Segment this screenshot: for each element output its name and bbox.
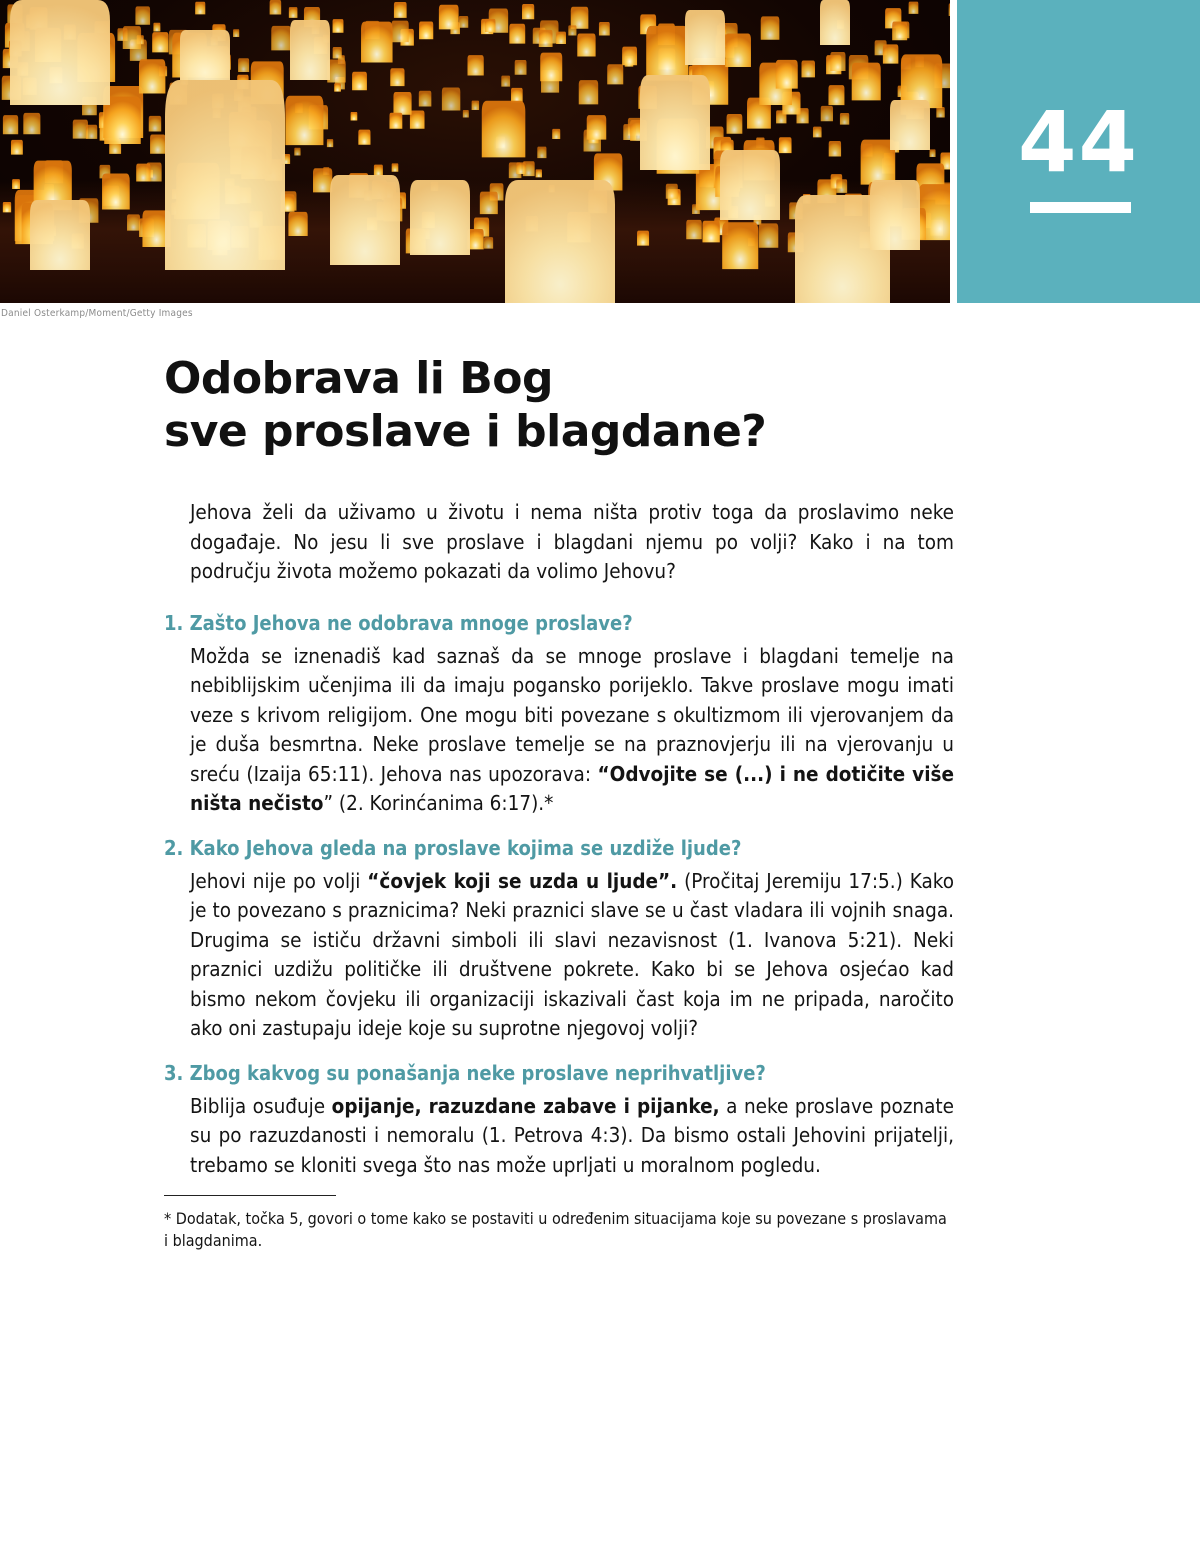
title-line-2: sve proslave i blagdane? <box>164 406 767 457</box>
lantern <box>150 134 165 153</box>
lantern <box>352 72 367 91</box>
lantern <box>459 16 468 28</box>
lantern <box>727 114 743 134</box>
lantern <box>892 21 907 40</box>
lantern <box>3 202 11 212</box>
lantern <box>153 23 160 32</box>
lantern <box>539 30 553 47</box>
lantern <box>505 180 615 303</box>
paragraph-text: Jehovi nije po volji <box>190 868 368 893</box>
question-heading: 3. Zbog kakvog su ponašanja neke proslave neprihvatljive? <box>164 1060 766 1085</box>
lantern <box>139 59 165 93</box>
lantern <box>830 52 845 71</box>
lantern <box>467 55 483 75</box>
lantern <box>801 61 815 78</box>
lantern <box>759 223 779 247</box>
section-1 <box>164 609 954 819</box>
lantern <box>909 2 919 14</box>
lantern <box>890 100 930 150</box>
lantern <box>840 113 849 125</box>
lantern <box>579 80 598 104</box>
lantern <box>509 24 525 44</box>
lantern <box>12 179 20 189</box>
lantern <box>577 34 595 57</box>
lantern <box>640 75 710 170</box>
lantern <box>165 80 285 270</box>
lantern <box>501 76 510 87</box>
lantern <box>829 141 841 156</box>
lantern <box>3 115 18 134</box>
lantern <box>511 88 523 103</box>
lantern <box>289 7 298 18</box>
lantern <box>358 130 370 145</box>
lantern <box>515 60 527 75</box>
lantern <box>393 92 411 115</box>
lantern <box>327 139 333 147</box>
footnote: * Dodatak, točka 5, govori o tome kako se postaviti u određenim situacijama koje su povezane s proslavama i blagdanima. <box>164 1209 947 1250</box>
lantern <box>419 91 432 107</box>
paragraph-text: ” (2. Korinćanima 6:17).* <box>323 791 554 815</box>
lantern <box>73 120 88 139</box>
lantern <box>622 47 637 66</box>
lantern <box>123 26 141 49</box>
lantern <box>313 168 332 192</box>
hero-photo <box>0 0 950 303</box>
lantern <box>294 148 300 156</box>
lantern <box>828 85 844 105</box>
lantern <box>233 29 239 37</box>
lantern <box>761 16 780 39</box>
lantern <box>419 21 433 39</box>
lantern <box>637 231 649 246</box>
chapter-underline <box>1030 202 1131 213</box>
lantern <box>11 140 23 155</box>
lantern <box>23 113 40 134</box>
lantern <box>484 237 493 249</box>
lantern <box>135 6 150 24</box>
section-paragraph <box>190 1092 954 1181</box>
scripture-quote: opijanje, razuzdane zabave i pijanke, <box>331 1093 720 1118</box>
lantern <box>522 4 534 19</box>
paragraph-text: Možda se iznenadiš kad saznaš da se mnoge proslave i blagdani temelje na nebiblijskim učenjima ili da imaju pogansko porijeklo. Takve proslave mogu imati veze s krivom religijom. One mogu biti povezane s okultizmom ili vjerovanjem da je duša besmrtna. Neke proslave temelje se na praznovjerju ili na vjerovanju u sreću (Izaija 65:11). Jehova nas upozorava: <box>190 643 954 786</box>
lantern <box>10 0 110 105</box>
paragraph-text: Biblija osuđuje <box>190 1093 332 1118</box>
lantern <box>442 87 460 110</box>
title-line-1: Odobrava li Bog <box>164 353 553 404</box>
lantern <box>472 101 479 110</box>
lantern <box>180 30 230 80</box>
lantern <box>361 22 393 63</box>
lantern <box>195 2 205 15</box>
lantern <box>936 107 944 117</box>
lantern <box>285 96 323 145</box>
lantern <box>540 53 562 82</box>
lantern <box>127 214 140 230</box>
lantern <box>722 222 758 269</box>
lantern <box>410 111 425 129</box>
intro-paragraph: Jehova želi da uživamo u životu i nema ništa protiv toga da proslavimo neke događaje. No jesu li sve proslave i blagdani njemu po volji? Kako i na tom području života možemo pokazati da volimo Jehovu? <box>190 500 954 583</box>
lantern <box>288 212 307 236</box>
scripture-quote: “Odvojite se (...) i ne dotičite više ništa nečisto <box>190 761 954 815</box>
lantern <box>389 113 402 129</box>
lantern <box>238 58 249 72</box>
lantern <box>149 116 161 132</box>
lantern <box>270 0 282 14</box>
lantern <box>463 110 469 118</box>
lantern <box>536 169 542 177</box>
section-paragraph <box>190 867 954 1044</box>
lantern <box>702 221 719 243</box>
article-body <box>164 498 954 1252</box>
lantern <box>482 101 526 158</box>
scripture-quote: “čovjek koji se uzda u ljude”. <box>367 868 678 893</box>
paragraph-text: a neke proslave poznate su po razuzdanosti i nemoralu (1. Petrova 4:3). Da bismo ostali Jehovini prijatelji, trebamo se kloniti svega što nas može uprljati u moralnom pogledu. <box>190 1093 954 1177</box>
lantern <box>821 106 833 121</box>
lantern <box>290 20 330 80</box>
lantern <box>374 165 383 176</box>
page-title <box>164 352 766 458</box>
lantern <box>820 0 850 45</box>
lantern <box>480 192 498 214</box>
question-heading: 2. Kako Jehova gleda na proslave kojima se uzdiže ljude? <box>164 835 742 860</box>
lantern <box>646 26 688 81</box>
photo-credit: Daniel Osterkamp/Moment/Getty Images <box>1 308 193 319</box>
lantern <box>930 149 936 157</box>
section-2 <box>164 834 954 1044</box>
lantern <box>779 137 792 153</box>
lantern <box>410 180 470 255</box>
lantern <box>394 2 407 18</box>
sky-lanterns-image <box>0 0 950 303</box>
lantern <box>334 83 341 91</box>
lantern <box>327 60 345 83</box>
lantern <box>439 5 459 30</box>
question-heading: 1. Zašto Jehova ne odobrava mnoge proslave? <box>164 610 633 635</box>
footnote-divider <box>164 1195 336 1196</box>
lantern <box>30 200 90 270</box>
lantern <box>552 129 560 139</box>
lantern <box>949 3 950 16</box>
lantern <box>725 34 751 67</box>
lantern <box>485 19 496 32</box>
lantern <box>685 10 725 65</box>
lantern <box>333 19 344 33</box>
lantern <box>390 68 404 86</box>
lantern <box>599 22 610 36</box>
lantern <box>852 63 881 101</box>
lantern <box>870 180 920 250</box>
section-3 <box>164 1059 954 1181</box>
lantern <box>568 25 576 35</box>
lantern <box>587 115 607 139</box>
lantern <box>813 127 822 138</box>
lantern <box>836 179 847 193</box>
lantern <box>607 64 623 84</box>
paragraph-text: (Pročitaj Jeremiju 17:5.) Kako je to povezano s praznicima? Neki praznici slave se u čast vladara ili vojnih snaga. Drugima se ističu državni simboli ili slavi nezavisnost (1. Ivanova 5:21). Neki praznici uzdižu političke ili društvene pokrete. Kako bi se Jehova osjećao kad bismo nekom čovjeku ili organizaciji iskazivali čast koja im ne pripada, naročito ako oni zastupaju ideje koje su suprotne njegovoj volji? <box>190 868 954 1040</box>
lantern <box>516 162 525 174</box>
lantern <box>883 44 898 63</box>
lantern <box>330 175 400 265</box>
lantern <box>102 174 130 210</box>
lantern <box>666 184 678 199</box>
lantern <box>686 220 702 239</box>
chapter-badge <box>957 0 1200 303</box>
lantern <box>391 21 408 43</box>
lantern <box>720 150 780 220</box>
lantern <box>86 125 97 139</box>
lantern <box>537 147 546 158</box>
lantern <box>333 47 342 58</box>
section-paragraph <box>190 642 954 819</box>
lantern <box>556 32 566 44</box>
lantern <box>152 32 168 52</box>
lantern <box>351 112 358 120</box>
chapter-number: 44 <box>1018 93 1139 191</box>
lantern <box>776 60 798 89</box>
lantern <box>271 26 291 51</box>
lantern <box>392 163 399 171</box>
lantern <box>136 164 150 182</box>
